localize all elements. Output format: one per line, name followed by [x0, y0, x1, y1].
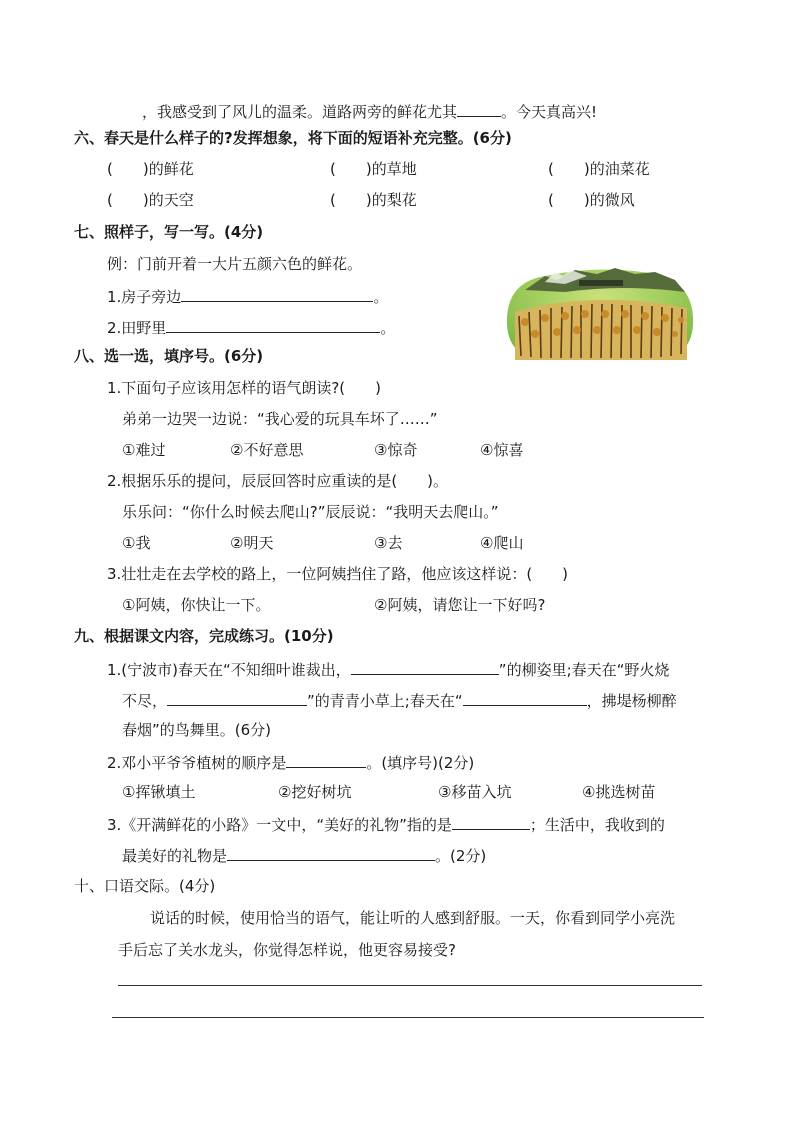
q7-item-2-suffix: 。: [380, 319, 396, 337]
q8-s2-option-4[interactable]: ④爬山: [480, 534, 524, 552]
q9-s1-blank-2[interactable]: [167, 689, 307, 706]
q9-s2-a: 2.邓小平爷爷植树的顺序是: [107, 754, 287, 772]
q8-s1-option-1[interactable]: ①难过: [122, 441, 166, 459]
q9-s1-line-2: [122, 689, 677, 711]
q10-paragraph-2: 手后忘了关水龙头，你觉得怎样说，他更容易接受?: [118, 941, 456, 959]
q6-phrase-5[interactable]: ( )的梨花: [330, 191, 417, 209]
answer-line-2[interactable]: [112, 1017, 704, 1018]
q8-s2-option-1[interactable]: ①我: [122, 534, 151, 552]
answer-line-1[interactable]: [118, 985, 702, 986]
q8-s2-question: 2.根据乐乐的提问，辰辰回答时应重读的是( )。: [107, 472, 449, 490]
q9-s1-l2-c: ，拂堤杨柳醉: [586, 692, 677, 710]
q7-item-2-prefix: 2.田野里: [107, 319, 167, 337]
q8-s1-question: 1.下面句子应该用怎样的语气朗读?( ): [107, 379, 381, 397]
q9-s2-option-1: ①挥锹填土: [122, 783, 196, 801]
q9-s1-l2-b: ”的青青小草上;春天在“: [307, 692, 463, 710]
q6-title: 六、春天是什么样子的?发挥想象，将下面的短语补充完整。(6分): [74, 129, 512, 147]
q9-s2-option-2: ②挖好树坑: [278, 783, 352, 801]
q9-s2-line: [107, 751, 474, 773]
q9-s3-line-1: [107, 813, 665, 835]
q9-s2-blank[interactable]: [286, 751, 366, 768]
intro-line: [142, 100, 597, 122]
q6-phrase-2[interactable]: ( )的草地: [330, 160, 417, 178]
q8-s1-option-3[interactable]: ③惊奇: [374, 441, 418, 459]
q9-s3-l2-a: 最美好的礼物是: [122, 847, 228, 865]
q7-item-1-prefix: 1.房子旁边: [107, 288, 182, 306]
q10-title: 十、口语交际。(4分): [74, 877, 216, 895]
q8-s3-option-2[interactable]: ②阿姨，请您让一下好吗?: [374, 596, 546, 614]
countryside-field-illustration: [505, 262, 695, 362]
q7-item-1: [107, 285, 388, 307]
q8-s2-quote: 乐乐问：“你什么时候去爬山?”辰辰说：“我明天去爬山。”: [122, 503, 499, 521]
intro-text-b: 。今天真高兴!: [501, 103, 598, 121]
q7-item-1-suffix: 。: [373, 288, 389, 306]
intro-blank[interactable]: [457, 100, 501, 117]
q9-s1-l1-b: ”的柳姿里;春天在“野火烧: [498, 661, 670, 679]
q9-s3-l1-b: ；生活中，我收到的: [529, 816, 665, 834]
q9-s3-blank-1[interactable]: [452, 813, 530, 830]
q8-s1-option-2[interactable]: ②不好意思: [230, 441, 304, 459]
q8-s3-question: 3.壮壮走在去学校的路上，一位阿姨挡住了路，他应该这样说：( ): [107, 565, 569, 583]
q7-item-2: [107, 316, 395, 338]
q8-s2-option-2[interactable]: ②明天: [230, 534, 274, 552]
q9-s1-l1-a: 1.(宁波市)春天在“不知细叶谁裁出，: [107, 661, 351, 679]
q9-s3-blank-2[interactable]: [227, 844, 435, 861]
q8-s2-option-3[interactable]: ③去: [374, 534, 403, 552]
intro-text-a: ，我感受到了风儿的温柔。道路两旁的鲜花尤其: [142, 103, 458, 121]
q10-paragraph-1: 说话的时候，使用恰当的语气，能让听的人感到舒服。一天，你看到同学小亮洗: [150, 909, 676, 927]
q7-item-2-blank[interactable]: [166, 316, 380, 333]
q9-s2-option-3: ③移苗入坑: [438, 783, 512, 801]
q9-s3-l2-b: 。(2分): [435, 847, 487, 865]
q6-phrase-4[interactable]: ( )的天空: [107, 191, 194, 209]
q8-title: 八、选一选，填序号。(6分): [74, 347, 264, 365]
q9-s1-line-1: [107, 658, 669, 680]
q9-s1-l2-a: 不尽，: [122, 692, 168, 710]
q9-s3-l1-a: 3.《开满鲜花的小路》一文中，“美好的礼物”指的是: [107, 816, 452, 834]
q9-s1-line-3: 春烟”的鸟舞里。(6分): [122, 721, 272, 739]
q7-item-1-blank[interactable]: [181, 285, 373, 302]
q7-title: 七、照样子，写一写。(4分): [74, 223, 264, 241]
q9-s1-blank-1[interactable]: [351, 658, 499, 675]
q6-phrase-1[interactable]: ( )的鲜花: [107, 160, 194, 178]
q9-s2-b: 。(填序号)(2分): [366, 754, 475, 772]
q9-s1-blank-3[interactable]: [463, 689, 587, 706]
q8-s1-option-4[interactable]: ④惊喜: [480, 441, 524, 459]
village-houses: [579, 280, 623, 286]
q7-example: 例：门前开着一大片五颜六色的鲜花。: [107, 255, 363, 273]
q9-s3-line-2: [122, 844, 486, 866]
q9-s2-option-4: ④挑选树苗: [582, 783, 656, 801]
q6-phrase-6[interactable]: ( )的微风: [548, 191, 635, 209]
q8-s3-option-1[interactable]: ①阿姨，你快让一下。: [122, 596, 271, 614]
q6-phrase-3[interactable]: ( )的油菜花: [548, 160, 650, 178]
q9-title: 九、根据课文内容，完成练习。(10分): [74, 627, 334, 645]
q8-s1-quote: 弟弟一边哭一边说：“我心爱的玩具车坏了……”: [122, 410, 438, 428]
